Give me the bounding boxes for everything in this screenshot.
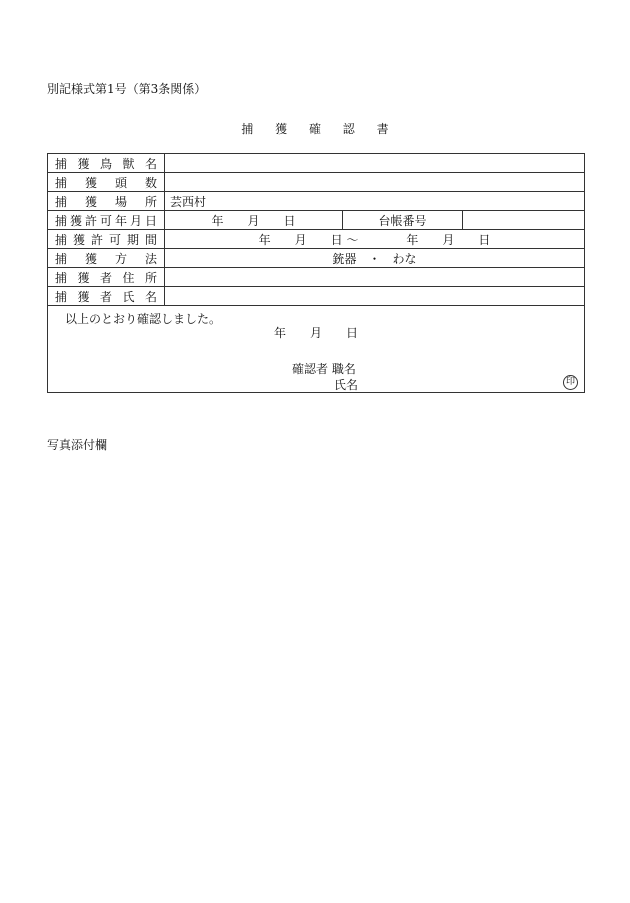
capture-confirmation-table	[47, 153, 585, 393]
value-count	[165, 173, 585, 192]
label-method: 捕獲方法	[48, 249, 165, 268]
row-method	[48, 249, 585, 268]
row-confirmation	[48, 306, 585, 393]
confirmation-date: 年 月 日	[273, 326, 358, 340]
value-permit-period: 年 月 日 ～ 年 月 日	[165, 230, 585, 249]
label-count: 捕獲頭数	[48, 173, 165, 192]
row-count	[48, 173, 585, 192]
row-location	[48, 192, 585, 211]
value-permit-date: 年 月 日	[165, 211, 343, 230]
row-species	[48, 154, 585, 173]
label-ledger-number: 台帳番号	[343, 211, 463, 230]
document-title: 捕 獲 確 認 書	[241, 122, 398, 136]
seal-mark: 印	[563, 375, 578, 390]
confirmation-cell	[48, 306, 585, 393]
value-name	[165, 287, 585, 306]
row-name	[48, 287, 585, 306]
label-address: 捕獲者住所	[48, 268, 165, 287]
value-address	[165, 268, 585, 287]
value-ledger-number	[463, 211, 585, 230]
row-permit-date	[48, 211, 585, 230]
form-number-label: 別記様式第1号（第3条関係）	[47, 82, 207, 96]
confirmation-statement: 以上のとおり確認しました。	[65, 312, 222, 326]
value-method: 銃器 ・ わな	[165, 249, 585, 268]
value-location: 芸西村	[165, 192, 585, 211]
value-species	[165, 154, 585, 173]
confirmer-title-label: 確認者 職名	[292, 362, 356, 376]
confirmer-name-label: 氏名	[334, 378, 359, 392]
label-location: 捕獲場所	[48, 192, 165, 211]
label-permit-date: 捕獲許可年月日	[48, 211, 165, 230]
label-name: 捕獲者氏名	[48, 287, 165, 306]
row-address	[48, 268, 585, 287]
row-permit-period	[48, 230, 585, 249]
label-species: 捕獲鳥獣名	[48, 154, 165, 173]
photo-attachment-label: 写真添付欄	[47, 438, 108, 452]
label-permit-period: 捕獲許可期間	[48, 230, 165, 249]
